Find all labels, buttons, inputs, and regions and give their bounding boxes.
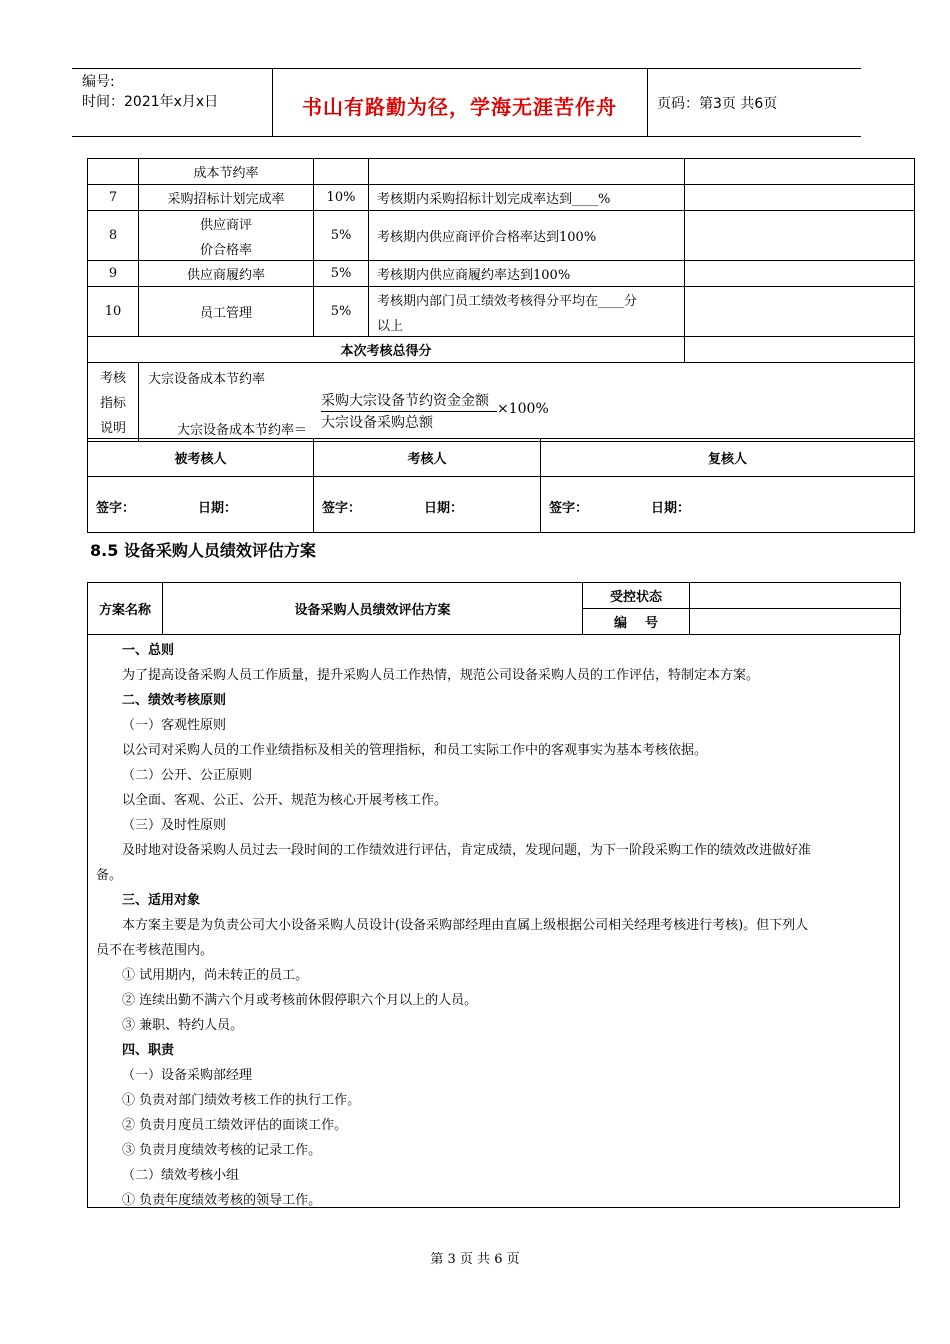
- date-label: 日期：: [198, 501, 238, 516]
- header-page-code: 页码：第3页 共6页: [657, 96, 778, 112]
- plan-name-value: 设备采购人员绩效评估方案: [163, 583, 583, 635]
- subheading: （一）客观性原则: [122, 718, 227, 733]
- doc-number-label: 编号:: [82, 74, 115, 90]
- date-label: 日期：: [424, 501, 464, 516]
- explain-label-line: 指标: [99, 396, 126, 411]
- body-paragraph: 备。: [96, 868, 123, 883]
- kpi-standard: 考核期内供应商评价合格率达到100%: [369, 211, 685, 261]
- sign-label: 签字：: [96, 501, 136, 516]
- list-item: ② 连续出勤不满六个月或考核前休假停职六个月以上的人员。: [122, 993, 478, 1008]
- heading-duties: 四、职责: [122, 1043, 175, 1058]
- doc-time-label: 时间：2021年x月x日: [82, 94, 219, 110]
- kpi-no: 7: [88, 185, 139, 211]
- kpi-weight: [314, 159, 369, 185]
- plan-number-label: 编 号: [583, 609, 690, 635]
- kpi-item-line: 供应商评: [199, 217, 252, 233]
- sign-label: 签字：: [322, 501, 362, 516]
- kpi-score: [685, 261, 915, 287]
- subheading: （二）公开、公正原则: [122, 768, 253, 783]
- table-row: [88, 211, 915, 261]
- kpi-item: 采购招标计划完成率: [139, 185, 314, 211]
- kpi-standard: [369, 287, 685, 337]
- header-center-cell: [272, 69, 648, 136]
- kpi-item: [139, 211, 314, 261]
- explain-content: [139, 363, 915, 442]
- table-row: [88, 439, 915, 477]
- subheading: （二）绩效考核小组: [122, 1168, 240, 1183]
- plan-number-value: [690, 609, 901, 635]
- plan-name-label: 方案名称: [88, 583, 163, 635]
- control-status-value: [690, 583, 901, 609]
- kpi-standard-line: 以上: [377, 318, 404, 334]
- kpi-score: [685, 159, 915, 185]
- body-paragraph: 本方案主要是为负责公司大小设备采购人员设计(设备采购部经理由直属上级根据公司相关经理考核进行考核)。但下列人: [122, 918, 809, 933]
- kpi-weight: 5%: [314, 211, 369, 261]
- table-row: [88, 287, 915, 337]
- kpi-score: [685, 287, 915, 337]
- table-row: [88, 583, 901, 609]
- body-paragraph: 为了提高设备采购人员工作质量，提升采购人员工作热情，规范公司设备采购人员的工作评估，特制定本方案。: [122, 668, 760, 683]
- kpi-item: 供应商履约率: [139, 261, 314, 287]
- body-paragraph: 员不在考核范围内。: [96, 943, 214, 958]
- reviewer-header: 复核人: [541, 439, 915, 477]
- assessor-sign-cell: [314, 477, 541, 533]
- explain-label: [88, 363, 139, 442]
- explain-label-line: 说明: [99, 421, 126, 436]
- header-motto: 书山有路勤为径，学海无涯苦作舟: [302, 95, 617, 119]
- kpi-no: 9: [88, 261, 139, 287]
- explain-title: 大宗设备成本节约率: [148, 372, 266, 387]
- heading-principles: 二、绩效考核原则: [122, 693, 227, 708]
- heading-scope: 三、适用对象: [122, 893, 201, 908]
- kpi-item-line: 价合格率: [199, 242, 252, 258]
- header-left-cell: [72, 69, 273, 136]
- kpi-item: 员工管理: [139, 287, 314, 337]
- kpi-weight: 5%: [314, 261, 369, 287]
- kpi-item: 成本节约率: [139, 159, 314, 185]
- kpi-score: [685, 211, 915, 261]
- section-title: 8.5 设备采购人员绩效评估方案: [90, 541, 316, 560]
- formula-times: ×100%: [497, 401, 549, 417]
- list-item: ③ 负责月度绩效考核的记录工作。: [122, 1143, 322, 1158]
- plan-header-table: [87, 582, 901, 635]
- subheading: （三）及时性原则: [122, 818, 227, 833]
- list-item: ② 负责月度员工绩效评估的面谈工作。: [122, 1118, 348, 1133]
- total-row: [88, 337, 915, 363]
- list-item: ③ 兼职、特约人员。: [122, 1018, 244, 1033]
- formula-numerator: 采购大宗设备节约资金金额: [321, 393, 489, 409]
- formula-denominator: 大宗设备采购总额: [321, 415, 433, 431]
- reviewer-sign-cell: [541, 477, 915, 533]
- kpi-table: [87, 158, 915, 442]
- kpi-standard-line: 考核期内部门员工绩效考核得分平均在____分: [377, 293, 638, 309]
- list-item: ① 负责对部门绩效考核工作的执行工作。: [122, 1093, 361, 1108]
- assessor-header: 考核人: [314, 439, 541, 477]
- total-score-value: [685, 337, 915, 363]
- kpi-no: [88, 159, 139, 185]
- sign-label: 签字：: [549, 501, 589, 516]
- plan-body: [87, 634, 900, 1208]
- page-footer: 第 3 页 共 6 页: [430, 1252, 520, 1267]
- heading-general: 一、总则: [122, 643, 175, 658]
- table-row: [88, 477, 915, 533]
- kpi-no: 10: [88, 287, 139, 337]
- signature-table: [87, 438, 915, 533]
- page-header: [72, 68, 861, 137]
- assessee-sign-cell: [88, 477, 314, 533]
- kpi-weight: 5%: [314, 287, 369, 337]
- table-row: [88, 261, 915, 287]
- list-item: ① 负责年度绩效考核的领导工作。: [122, 1193, 322, 1208]
- kpi-no: 8: [88, 211, 139, 261]
- body-paragraph: 以全面、客观、公正、公开、规范为核心开展考核工作。: [122, 793, 448, 808]
- kpi-weight: 10%: [314, 185, 369, 211]
- kpi-standard: [369, 159, 685, 185]
- formula-lhs: 大宗设备成本节约率＝: [177, 423, 308, 438]
- table-row: [88, 185, 915, 211]
- kpi-score: [685, 185, 915, 211]
- explain-label-line: 考核: [99, 371, 126, 386]
- date-label: 日期：: [651, 501, 691, 516]
- body-paragraph: 以公司对采购人员的工作业绩指标及相关的管理指标，和员工实际工作中的客观事实为基本考核依据。: [122, 743, 708, 758]
- table-row: [88, 159, 915, 185]
- subheading: （一）设备采购部经理: [122, 1068, 253, 1083]
- kpi-standard: 考核期内供应商履约率达到100%: [369, 261, 685, 287]
- control-status-label: 受控状态: [583, 583, 690, 609]
- assessee-header: 被考核人: [88, 439, 314, 477]
- list-item: ① 试用期内，尚未转正的员工。: [122, 968, 309, 983]
- kpi-standard: 考核期内采购招标计划完成率达到____%: [369, 185, 685, 211]
- total-score-label: 本次考核总得分: [88, 337, 685, 363]
- body-paragraph: 及时地对设备采购人员过去一段时间的工作绩效进行评估，肯定成绩，发现问题，为下一阶段采购工作的绩效改进做好准: [122, 843, 812, 858]
- explain-row: [88, 363, 915, 442]
